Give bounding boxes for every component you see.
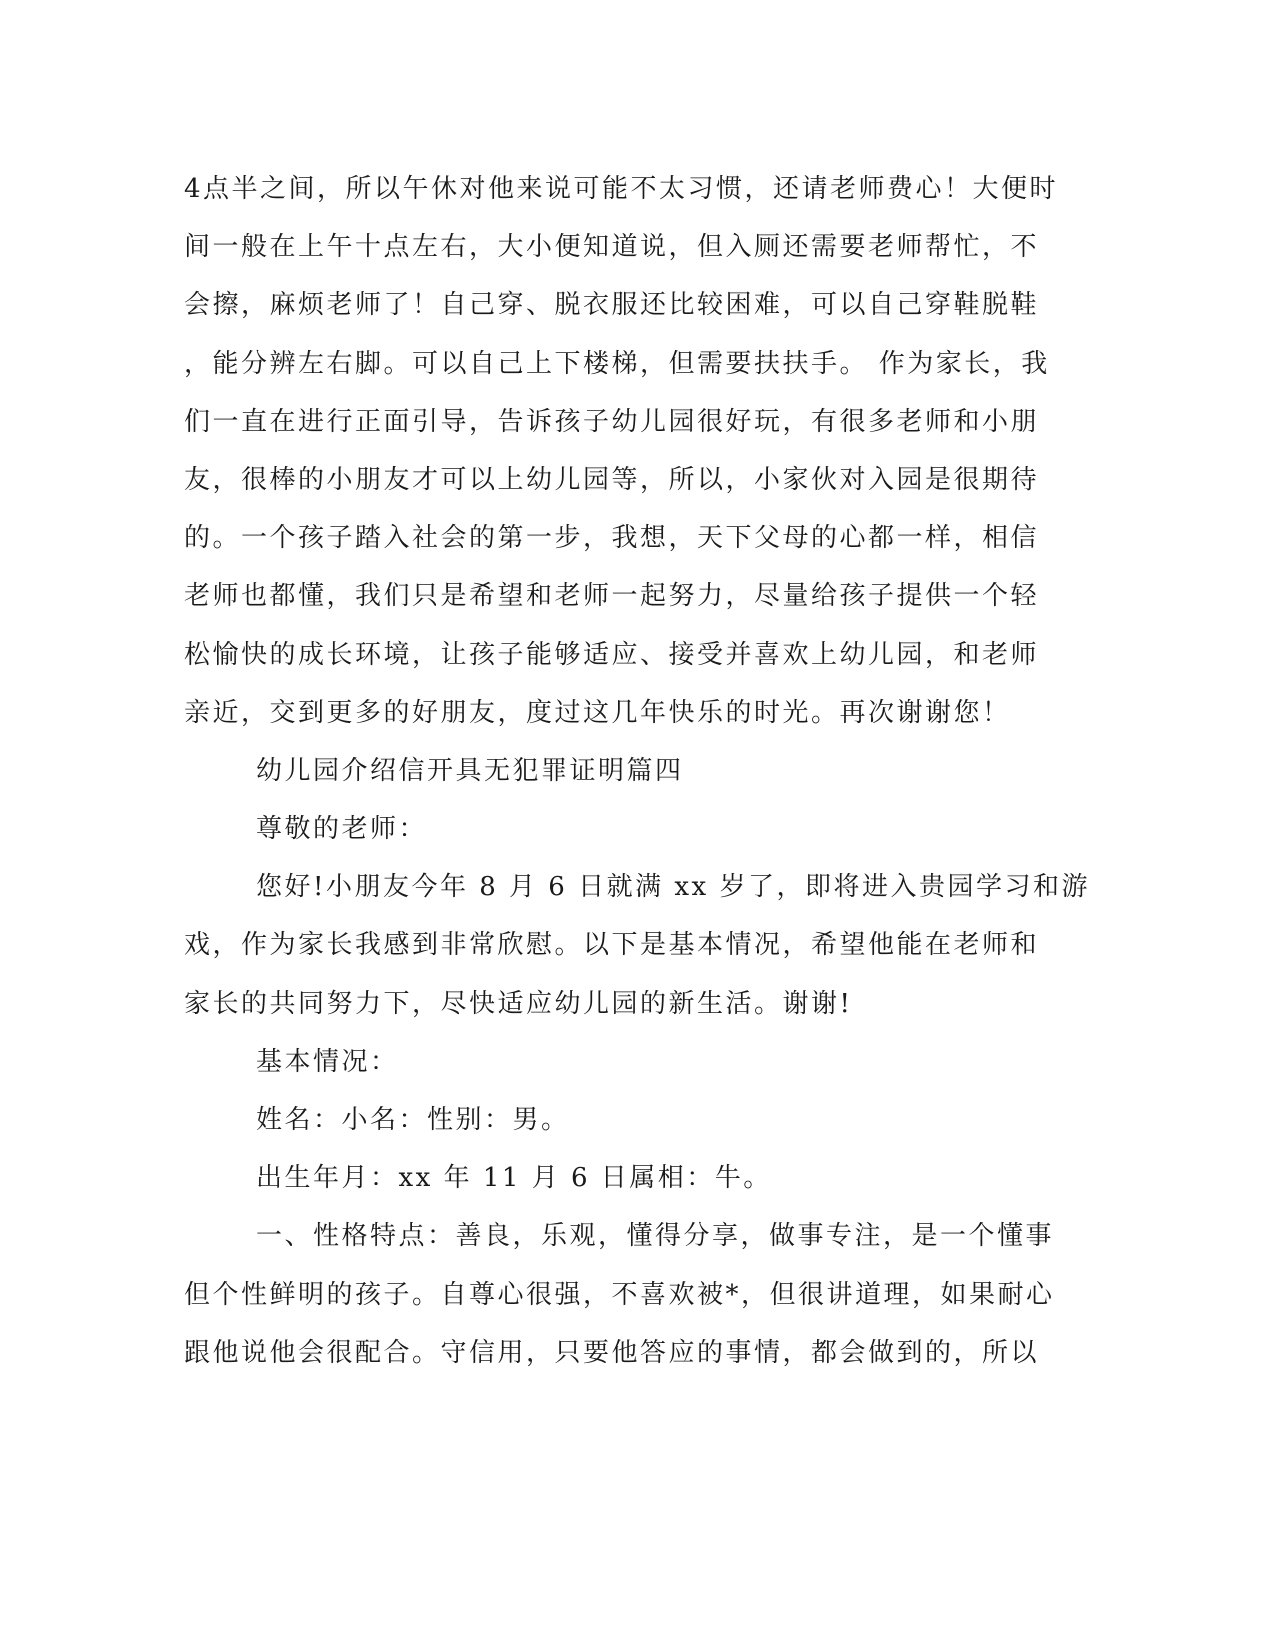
subheading-basic-info: 基本情况： [256, 1046, 399, 1077]
paragraph-line: 松愉快的成长环境，让孩子能够适应、接受并喜欢上幼儿园，和老师 [184, 639, 1040, 670]
paragraph-line: 您好!小朋友今年 8 月 6 日就满 xx 岁了，即将进入贵园学习和游 [256, 872, 1090, 903]
paragraph-line: 的。一个孩子踏入社会的第一步，我想，天下父母的心都一样，相信 [184, 523, 1040, 554]
salutation: 尊敬的老师： [256, 814, 428, 845]
info-birth-line: 出生年月：xx 年 11 月 6 日属相：牛。 [256, 1163, 772, 1194]
paragraph-line: 戏，作为家长我感到非常欣慰。以下是基本情况，希望他能在老师和 [184, 930, 1040, 961]
info-name-line: 姓名：小名：性别：男。 [256, 1105, 570, 1135]
paragraph-line: 但个性鲜明的孩子。自尊心很强，不喜欢被*，但很讲道理，如果耐心 [184, 1279, 1055, 1310]
paragraph-line: 老师也都懂，我们只是希望和老师一起努力，尽量给孩子提供一个轻 [184, 581, 1040, 612]
paragraph-line: 会擦，麻烦老师了！自己穿、脱衣服还比较困难，可以自己穿鞋脱鞋 [184, 290, 1040, 321]
paragraph-line: 4点半之间，所以午休对他来说可能不太习惯，还请老师费心！大便时 [184, 174, 1059, 204]
paragraph-line: 一、性格特点：善良，乐观，懂得分享，做事专注，是一个懂事 [256, 1221, 1055, 1252]
paragraph-line: ，能分辨左右脚。可以自己上下楼梯，但需要扶扶手。 作为家长，我 [184, 348, 1050, 379]
paragraph-line: 跟他说他会很配合。守信用，只要他答应的事情，都会做到的，所以 [184, 1337, 1040, 1368]
paragraph-line: 友，很棒的小朋友才可以上幼儿园等，所以，小家伙对入园是很期待 [184, 464, 1040, 495]
paragraph-line: 亲近，交到更多的好朋友，度过这几年快乐的时光。再次谢谢您！ [184, 697, 1011, 728]
document-body [184, 160, 1090, 1382]
section-heading: 幼儿园介绍信开具无犯罪证明篇四 [256, 755, 684, 786]
paragraph-line: 们一直在进行正面引导，告诉孩子幼儿园很好玩，有很多老师和小朋 [184, 406, 1040, 437]
paragraph-line: 间一般在上午十点左右，大小便知道说，但入厕还需要老师帮忙，不 [184, 232, 1040, 263]
paragraph-line: 家长的共同努力下，尽快适应幼儿园的新生活。谢谢! [184, 988, 853, 1019]
